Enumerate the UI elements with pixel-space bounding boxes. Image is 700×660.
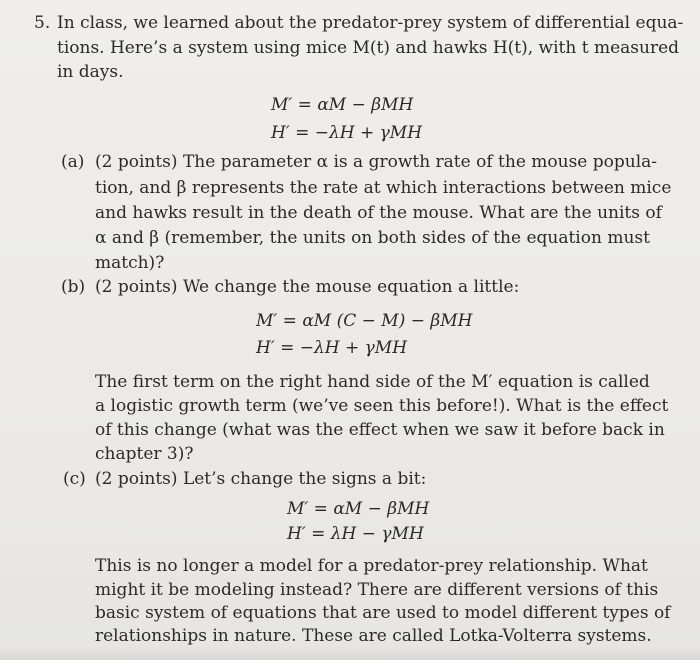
part-a-line-1: (2 points) The parameter α is a growth rate of the mouse popula- [95, 152, 658, 172]
intro-line-2: tions. Here’s a system using mice M(t) and hawks H(t), with t measured [57, 38, 680, 58]
part-c-line-4: relationships in nature. These are called Lotka-Volterra systems. [95, 626, 652, 646]
part-b-line-3: of this change (what was the effect when we saw it before back in [95, 420, 665, 440]
part-b-line-4: chapter 3)? [95, 444, 194, 464]
intro-line-1: In class, we learned about the predator-prey system of differential equa- [57, 13, 684, 33]
equation-mice: M′ = αM − βMH [271, 95, 414, 115]
part-c-line-3: basic system of equations that are used to model different types of [95, 603, 671, 623]
problem-number: 5. [34, 13, 51, 33]
part-a-label: (a) [61, 152, 85, 172]
part-c-equation-mice: M′ = αM − βMH [287, 499, 430, 519]
part-b-equation-mice: M′ = αM (C − M) − βMH [256, 311, 473, 331]
part-c-line-2: might it be modeling instead? There are different versions of this [95, 580, 659, 600]
part-a-line-5: match)? [95, 253, 165, 273]
part-b-equation-hawks: H′ = −λH + γMH [256, 338, 408, 358]
part-a-line-4: α and β (remember, the units on both sides of the equation must [95, 228, 650, 248]
part-b-intro: (2 points) We change the mouse equation a little: [95, 277, 520, 297]
intro-line-3: in days. [57, 62, 124, 82]
part-c-label: (c) [63, 469, 86, 489]
page-bottom-shadow [0, 646, 700, 660]
part-c-equation-hawks: H′ = λH − γMH [287, 524, 424, 544]
part-a-line-3: and hawks result in the death of the mouse. What are the units of [95, 203, 662, 223]
part-c-intro: (2 points) Let’s change the signs a bit: [95, 469, 427, 489]
part-a-line-2: tion, and β represents the rate at which interactions between mice [95, 178, 672, 198]
part-c-line-1: This is no longer a model for a predator-prey relationship. What [95, 556, 648, 576]
part-b-line-2: a logistic growth term (we’ve seen this before!). What is the effect [95, 396, 669, 416]
equation-hawks: H′ = −λH + γMH [271, 123, 423, 143]
part-b-label: (b) [61, 277, 86, 297]
part-b-line-1: The first term on the right hand side of the M′ equation is called [95, 372, 650, 392]
